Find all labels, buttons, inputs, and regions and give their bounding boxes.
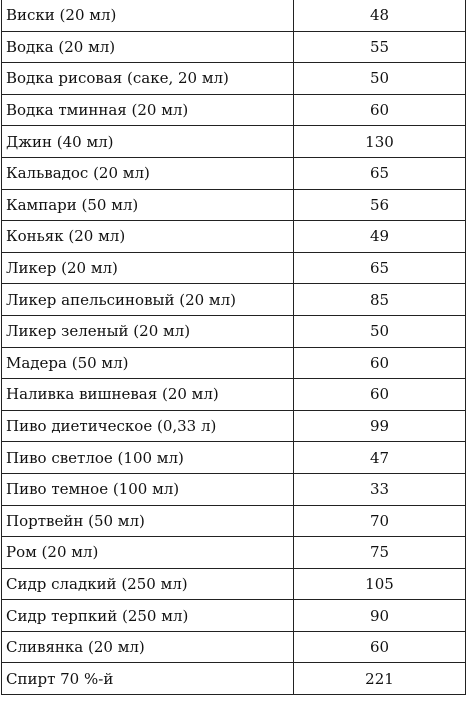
calorie-value-cell: 60: [294, 631, 466, 663]
drink-name-cell: Портвейн (50 мл): [2, 505, 294, 537]
drink-name-cell: Пиво светлое (100 мл): [2, 442, 294, 474]
table-row: [2, 315, 466, 347]
table-row: [2, 157, 466, 189]
table-row: [2, 189, 466, 221]
table-row: [2, 31, 466, 63]
drink-name-cell: Джин (40 мл): [2, 126, 294, 158]
calorie-value-cell: 50: [294, 63, 466, 95]
table-row: [2, 252, 466, 284]
drink-name-cell: Виски (20 мл): [2, 0, 294, 31]
calorie-table-body: [2, 0, 466, 695]
table-row: [2, 442, 466, 474]
drink-name-cell: Наливка вишневая (20 мл): [2, 379, 294, 411]
table-row: [2, 126, 466, 158]
calorie-value-cell: 70: [294, 505, 466, 537]
calorie-value-cell: 65: [294, 157, 466, 189]
table-row: [2, 505, 466, 537]
calorie-value-cell: 90: [294, 600, 466, 632]
calorie-value-cell: 105: [294, 568, 466, 600]
table-row: [2, 473, 466, 505]
drink-name-cell: Кальвадос (20 мл): [2, 157, 294, 189]
calorie-value-cell: 50: [294, 315, 466, 347]
calorie-value-cell: 60: [294, 347, 466, 379]
drink-name-cell: Ликер (20 мл): [2, 252, 294, 284]
calorie-value-cell: 60: [294, 94, 466, 126]
drink-name-cell: Коньяк (20 мл): [2, 221, 294, 253]
drink-name-cell: Мадера (50 мл): [2, 347, 294, 379]
calorie-value-cell: 221: [294, 663, 466, 695]
table-row: [2, 568, 466, 600]
calorie-value-cell: 99: [294, 410, 466, 442]
calorie-value-cell: 48: [294, 0, 466, 31]
drink-name-cell: Кампари (50 мл): [2, 189, 294, 221]
drink-name-cell: Ром (20 мл): [2, 537, 294, 569]
drink-name-cell: Сидр терпкий (250 мл): [2, 600, 294, 632]
calorie-value-cell: 65: [294, 252, 466, 284]
drink-name-cell: Водка рисовая (саке, 20 мл): [2, 63, 294, 95]
calorie-table: [1, 0, 466, 695]
table-row: [2, 663, 466, 695]
drink-name-cell: Спирт 70 %-й: [2, 663, 294, 695]
table-row: [2, 600, 466, 632]
drink-name-cell: Пиво темное (100 мл): [2, 473, 294, 505]
calorie-value-cell: 49: [294, 221, 466, 253]
table-row: [2, 347, 466, 379]
calorie-value-cell: 56: [294, 189, 466, 221]
table-row: [2, 0, 466, 31]
calorie-value-cell: 130: [294, 126, 466, 158]
table-row: [2, 94, 466, 126]
calorie-value-cell: 47: [294, 442, 466, 474]
table-row: [2, 379, 466, 411]
calorie-value-cell: 75: [294, 537, 466, 569]
calorie-value-cell: 55: [294, 31, 466, 63]
table-row: [2, 284, 466, 316]
drink-name-cell: Ликер апельсиновый (20 мл): [2, 284, 294, 316]
calorie-value-cell: 60: [294, 379, 466, 411]
drink-name-cell: Водка (20 мл): [2, 31, 294, 63]
drink-name-cell: Сливянка (20 мл): [2, 631, 294, 663]
drink-name-cell: Водка тминная (20 мл): [2, 94, 294, 126]
drink-name-cell: Ликер зеленый (20 мл): [2, 315, 294, 347]
table-row: [2, 221, 466, 253]
table-row: [2, 63, 466, 95]
table-row: [2, 631, 466, 663]
table-row: [2, 537, 466, 569]
drink-name-cell: Сидр сладкий (250 мл): [2, 568, 294, 600]
drink-name-cell: Пиво диетическое (0,33 л): [2, 410, 294, 442]
table-row: [2, 410, 466, 442]
calorie-value-cell: 33: [294, 473, 466, 505]
calorie-value-cell: 85: [294, 284, 466, 316]
